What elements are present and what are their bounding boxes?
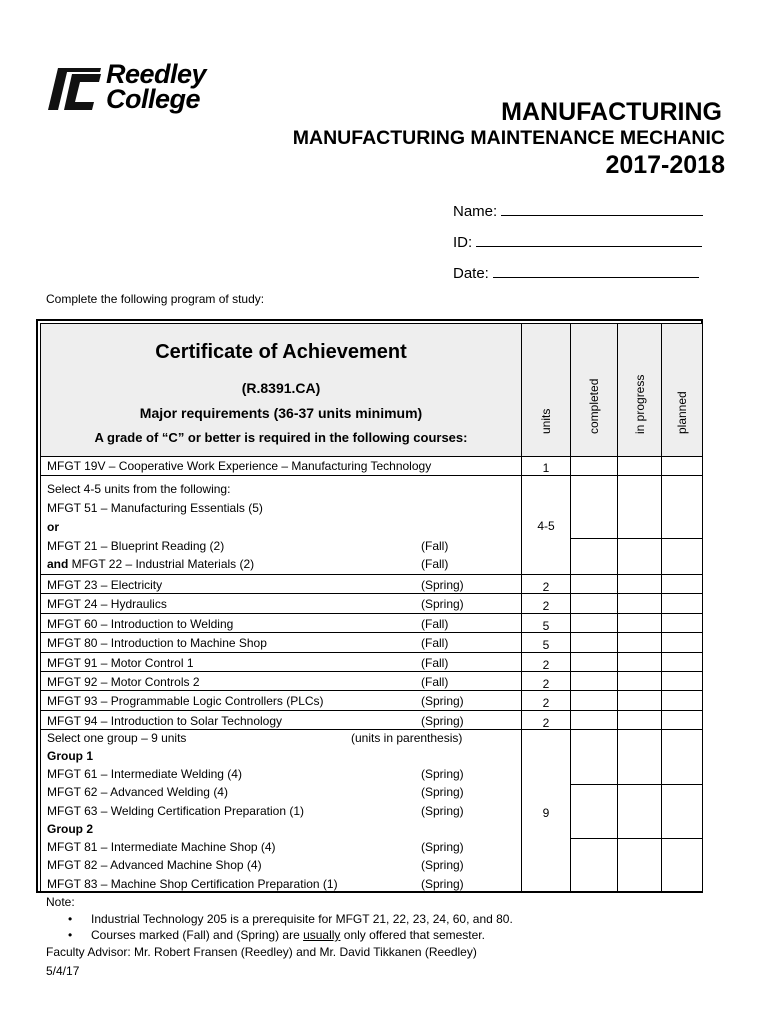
col-header-in-progress: in progress <box>618 324 662 457</box>
id-field[interactable] <box>453 231 702 251</box>
instructions: Complete the following program of study: <box>46 292 265 306</box>
units-cell: 2 <box>522 710 571 729</box>
in-progress-checkbox[interactable] <box>618 633 662 652</box>
table-header <box>41 324 522 457</box>
completed-checkbox[interactable] <box>571 575 618 594</box>
table-row: MFGT 60 – Introduction to Welding (Fall) <box>41 613 522 632</box>
completed-checkbox[interactable] <box>571 671 618 690</box>
in-progress-checkbox[interactable] <box>618 613 662 632</box>
group-2-label: Group 2 <box>47 822 94 837</box>
certificate-title: Certificate of Achievement <box>155 341 407 363</box>
in-progress-checkbox[interactable] <box>618 457 662 476</box>
id-label: ID: <box>453 234 473 251</box>
notes-section <box>46 894 513 960</box>
name-label: Name: <box>453 203 498 220</box>
date-label: Date: <box>453 265 489 282</box>
table-row: MFGT 23 – Electricity (Spring) <box>41 575 522 594</box>
planned-checkbox[interactable] <box>662 652 703 671</box>
major-requirements: Major requirements (36-37 units minimum) <box>139 405 423 421</box>
units-cell: 1 <box>522 457 571 476</box>
table-row: MFGT 93 – Programmable Logic Controllers (PLCs) (Spring) <box>41 691 522 710</box>
note-label: Note: <box>46 895 75 909</box>
completed-checkbox[interactable] <box>571 652 618 671</box>
table-row: MFGT 80 – Introduction to Machine Shop (Fall) <box>41 633 522 652</box>
group-1-label: Group 1 <box>47 749 94 764</box>
table-row: MFGT 91 – Motor Control 1 (Fall) <box>41 652 522 671</box>
completed-checkbox[interactable] <box>571 730 618 892</box>
planned-checkbox[interactable] <box>662 730 703 892</box>
col-header-completed: completed <box>571 324 618 457</box>
page-title: MANUFACTURING <box>501 98 722 126</box>
planned-checkbox[interactable] <box>662 457 703 476</box>
in-progress-checkbox[interactable] <box>618 652 662 671</box>
logo-word-college: College <box>106 84 201 114</box>
planned-checkbox[interactable] <box>662 691 703 710</box>
in-progress-checkbox[interactable] <box>618 476 662 575</box>
in-progress-checkbox[interactable] <box>618 575 662 594</box>
units-cell: 5 <box>522 613 571 632</box>
in-progress-checkbox[interactable] <box>618 671 662 690</box>
units-cell: 4-5 <box>522 476 571 575</box>
table-row: Select one group – 9 units (units in parenthesis) Group 1 MFGT 61 – Intermediate Welding (4) (Spring) MFGT 62 – Advanced Welding (4) (Spring) MFGT 63 – Welding Certification Preparation (1) (Spring) Group 2 MFGT 81 – Intermediate Machine Shop (4) (Spring) MFGT 82 – Advanced Machine Shop (4) (Spring) MFGT 83 – Machine Shop Certification Preparation (1) (Spring) <box>41 730 522 892</box>
in-progress-checkbox[interactable] <box>618 730 662 892</box>
units-cell: 2 <box>522 691 571 710</box>
program-subtitle: MANUFACTURING MAINTENANCE MECHANIC <box>292 127 725 149</box>
date-field[interactable] <box>453 262 699 282</box>
note-prerequisite: • Industrial Technology 205 is a prerequisite for MFGT 21, 22, 23, 24, 60, and 80. <box>46 911 513 928</box>
program-code: (R.8391.CA) <box>241 380 321 396</box>
completed-checkbox[interactable] <box>571 457 618 476</box>
faculty-advisor: Faculty Advisor: Mr. Robert Fransen (Reedley) and Mr. David Tikkanen (Reedley) <box>46 944 477 959</box>
requirements-table <box>40 323 703 892</box>
completed-checkbox[interactable] <box>571 633 618 652</box>
catalog-year: 2017-2018 <box>605 151 725 179</box>
date-line[interactable] <box>493 262 699 278</box>
planned-checkbox[interactable] <box>662 476 703 575</box>
completed-checkbox[interactable] <box>571 613 618 632</box>
table-row <box>41 457 522 476</box>
completed-checkbox[interactable] <box>571 691 618 710</box>
table-row: Select 4-5 units from the following: MFGT 51 – Manufacturing Essentials (5) or MFGT 21 – Blueprint Reading (2) (Fall) and MFGT 22 – Industrial Materials (2) (Fall) <box>41 476 522 575</box>
planned-checkbox[interactable] <box>662 575 703 594</box>
table-row: MFGT 92 – Motor Controls 2 (Fall) <box>41 671 522 690</box>
course-grid <box>40 323 703 892</box>
planned-checkbox[interactable] <box>662 710 703 729</box>
grade-requirement: A grade of “C” or better is required in the following courses: <box>94 430 468 445</box>
planned-checkbox[interactable] <box>662 613 703 632</box>
group-intro-note: (units in parenthesis) <box>351 731 463 746</box>
rc-logo-mark-icon <box>44 66 102 112</box>
in-progress-checkbox[interactable] <box>618 710 662 729</box>
units-cell: 2 <box>522 652 571 671</box>
units-cell: 2 <box>522 575 571 594</box>
id-line[interactable] <box>476 231 702 247</box>
col-header-units: units <box>522 324 571 457</box>
planned-checkbox[interactable] <box>662 671 703 690</box>
units-cell: 5 <box>522 633 571 652</box>
units-cell: 2 <box>522 594 571 613</box>
reedley-college-logo <box>44 59 248 116</box>
units-cell: 2 <box>522 671 571 690</box>
planned-checkbox[interactable] <box>662 594 703 613</box>
group-intro: Select one group – 9 units <box>47 731 187 746</box>
footer-date: 5/4/17 <box>46 964 80 978</box>
completed-checkbox[interactable] <box>571 594 618 613</box>
name-line[interactable] <box>501 200 703 216</box>
name-field[interactable] <box>453 200 703 220</box>
table-row: MFGT 94 – Introduction to Solar Technology (Spring) <box>41 710 522 729</box>
note-semester: • Courses marked (Fall) and (Spring) are usually only offered that semester. <box>46 927 513 944</box>
planned-checkbox[interactable] <box>662 633 703 652</box>
table-row: MFGT 24 – Hydraulics (Spring) <box>41 594 522 613</box>
in-progress-checkbox[interactable] <box>618 594 662 613</box>
units-cell: 9 <box>522 730 571 892</box>
col-header-planned: planned <box>662 324 703 457</box>
in-progress-checkbox[interactable] <box>618 691 662 710</box>
completed-checkbox[interactable] <box>571 710 618 729</box>
completed-checkbox[interactable] <box>571 476 618 575</box>
logo-word-reedley: Reedley <box>106 59 207 89</box>
course-name: MFGT 19V – Cooperative Work Experience – Manufacturing Technology <box>47 459 432 473</box>
